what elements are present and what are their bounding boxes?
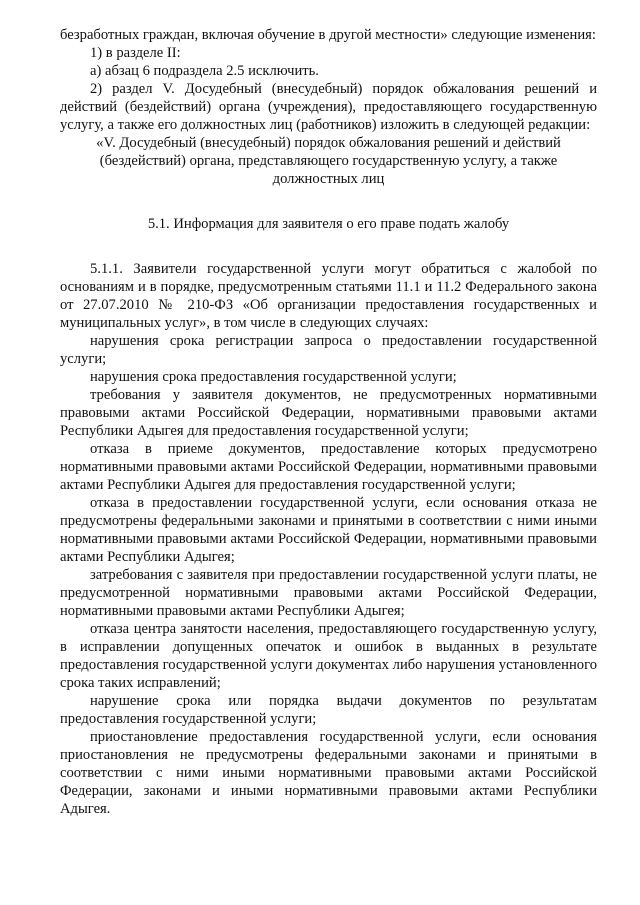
spacer: [60, 188, 597, 215]
paragraph: требования у заявителя документов, не предусмотренных нормативными правовыми актами Российской Федерации, нормативными правовыми актами Республики Адыгея для предоставления государственной услуги;: [60, 387, 597, 439]
paragraph: 5.1.1. Заявители государственной услуги могут обратиться с жалобой по основаниям и в порядке, предусмотренным статьями 11.1 и 11.2 Федерального закона от 27.07.2010 № 210-ФЗ «Об организации предоставления государственных и муниципальных услуг», в том числе в следующих случаях:: [60, 261, 597, 331]
spacer: [60, 233, 597, 260]
intro-item-1: 1) в разделе II:: [90, 45, 181, 61]
paragraph: нарушения срока регистрации запроса о предоставлении государственной услуги;: [60, 333, 597, 367]
intro-item-2: 2) раздел V. Досудебный (внесудебный) порядок обжалования решений и действий (бездействий) органа (учреждения), предоставляющего государственную услугу, а также его должностных лиц (работников) изложить в следующей редакции:: [60, 81, 597, 133]
document-body: [60, 26, 597, 818]
paragraph: отказа в приеме документов, предоставление которых предусмотрено нормативными правовыми актами Российской Федерации, нормативными правовыми актами Республики Адыгея для предоставления государственной услуги;: [60, 441, 597, 493]
paragraph: отказа центра занятости населения, предоставляющего государственную услугу, в исправлении допущенных опечаток и ошибок в выданных в результате предоставления государственной услуги документах либо нарушения установленного срока таких исправлений;: [60, 621, 597, 691]
intro-item-1a: а) абзац 6 подраздела 2.5 исключить.: [90, 63, 319, 79]
paragraph: приостановление предоставления государственной услуги, если основания приостановления не предусмотрены федеральными законами и принятыми в соответствии с ними иными нормативными правовыми актами Российской Федерации, законами и иными нормативными правовыми актами Республики Адыгея.: [60, 729, 597, 817]
intro-lead: безработных граждан, включая обучение в другой местности» следующие изменения:: [60, 27, 596, 43]
paragraph: затребования с заявителя при предоставлении государственной услуги платы, не предусмотренной нормативными правовыми актами Российской Федерации, нормативными правовыми актами Республики Адыгея;: [60, 567, 597, 619]
paragraph: отказа в предоставлении государственной услуги, если основания отказа не предусмотрены федеральными законами и принятыми в соответствии с ними иными нормативными правовыми актами Российской Федерации, нормативными правовыми актами Республики Адыгея;: [60, 495, 597, 565]
paragraph: нарушение срока или порядка выдачи документов по результатам предоставления государственной услуги;: [60, 693, 597, 727]
paragraph: нарушения срока предоставления государственной услуги;: [90, 369, 457, 385]
section-title: «V. Досудебный (внесудебный) порядок обжалования решений и действий (бездействий) органа, представляющего государственную услугу, а также должностных лиц: [96, 135, 561, 187]
subsection-title: 5.1. Информация для заявителя о его праве подать жалобу: [147, 216, 510, 232]
